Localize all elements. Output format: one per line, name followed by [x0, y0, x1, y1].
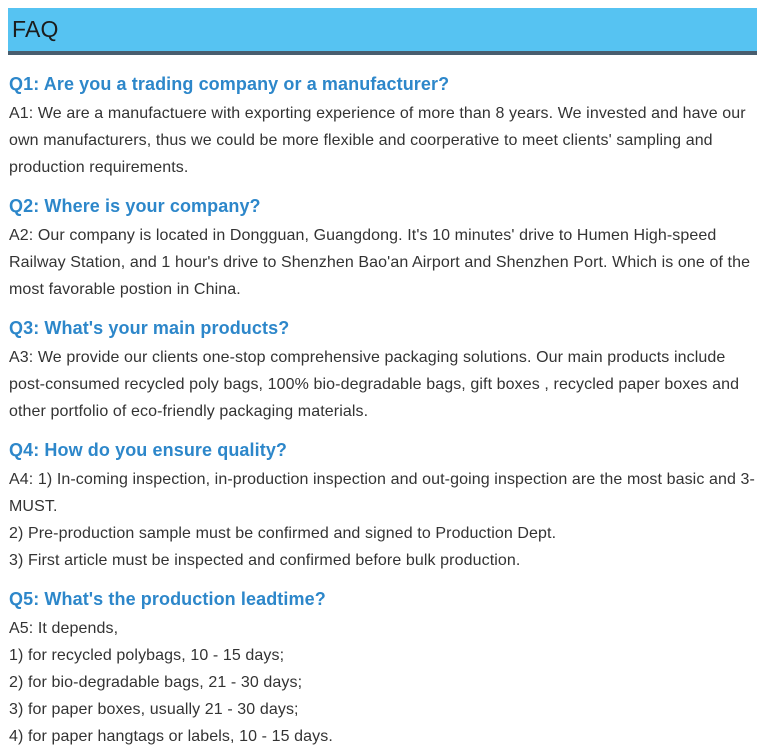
faq-answer-line: A2: Our company is located in Dongguan, Guangdong. It's 10 minutes' drive to Humen High-speed Railway Station, and 1 hour's drive to Shenzhen Bao'an Airport and Shenzhen Port. Which is one of the most favorable postion in China.	[9, 227, 751, 298]
faq-answer-line: 1) for recycled polybags, 10 - 15 days;	[9, 647, 285, 664]
faq-answer	[9, 615, 755, 750]
faq-question: Q1: Are you a trading company or a manufacturer?	[9, 74, 450, 94]
faq-answer-line: 3) for paper boxes, usually 21 - 30 days;	[9, 701, 299, 718]
faq-answer-line: 2) Pre-production sample must be confirmed and signed to Production Dept.	[9, 525, 557, 542]
faq-answer-line: 2) for bio-degradable bags, 21 - 30 days;	[9, 674, 303, 691]
faq-section-title: FAQ	[12, 16, 59, 42]
faq-item	[9, 438, 755, 574]
faq-answer-line: 4) for paper hangtags or labels, 10 - 15 days.	[9, 728, 333, 745]
faq-item	[9, 587, 755, 750]
faq-item	[9, 316, 755, 425]
faq-question: Q3: What's your main products?	[9, 318, 290, 338]
faq-item	[9, 72, 755, 181]
faq-answer-line: A1: We are a manufactuere with exporting experience of more than 8 years. We invested and have our own manufacturers, thus we could be more flexible and coorperative to meet clients' sampling and production requirements.	[9, 105, 746, 176]
faq-question: Q4: How do you ensure quality?	[9, 440, 288, 460]
faq-section-header	[8, 8, 757, 55]
faq-answer-line: 3) First article must be inspected and confirmed before bulk production.	[9, 552, 521, 569]
faq-answer	[9, 100, 755, 181]
faq-list	[0, 55, 765, 750]
faq-answer-line: A4: 1) In-coming inspection, in-production inspection and out-going inspection are the most basic and 3-MUST.	[9, 471, 755, 515]
faq-answer	[9, 466, 755, 574]
faq-item	[9, 194, 755, 303]
faq-question: Q5: What's the production leadtime?	[9, 589, 326, 609]
faq-answer-line: A5: It depends,	[9, 620, 119, 637]
faq-answer	[9, 222, 755, 303]
faq-question: Q2: Where is your company?	[9, 196, 261, 216]
faq-answer-line: A3: We provide our clients one-stop comprehensive packaging solutions. Our main products include post-consumed recycled poly bags, 100% bio-degradable bags, gift boxes , recycled paper boxes and other portfolio of eco-friendly packaging materials.	[9, 349, 740, 420]
faq-answer	[9, 344, 755, 425]
